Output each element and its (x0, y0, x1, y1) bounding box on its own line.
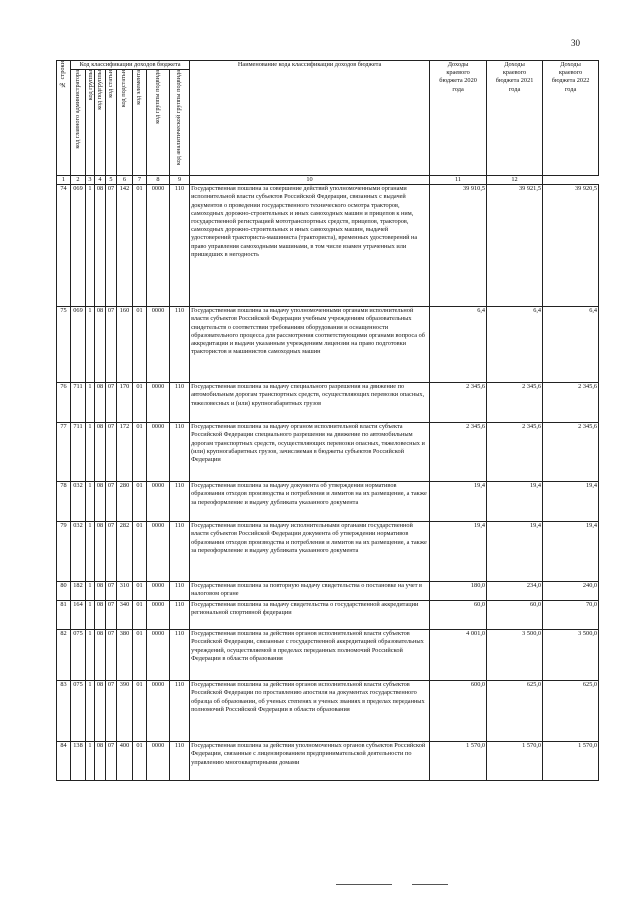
element-code: 01 (133, 742, 147, 781)
table-row (57, 423, 599, 482)
group-code: 1 (86, 742, 95, 781)
table-body (57, 176, 599, 781)
revenue-2022: 3 500,0 (543, 630, 599, 681)
header-code-article: код статьи (106, 70, 117, 176)
revenue-table (56, 60, 599, 781)
revenue-2022: 6,4 (543, 307, 599, 383)
col-number: 10 (190, 176, 430, 185)
revenue-2020: 60,0 (430, 601, 487, 630)
article-code: 07 (106, 482, 117, 522)
revenue-name: Государственная пошлина за действия органов исполнительной власти субъектов Российской Федерации, связанные с государственной аккредитацией образовательных учреждений, осуществляемой в пределах переданных полномочий Российской Федерации в области образования (190, 630, 430, 681)
revenue-2022: 2 345,6 (543, 423, 599, 482)
header-row-number: № строки (57, 61, 71, 176)
col-number: 8 (147, 176, 170, 185)
group-code: 1 (86, 601, 95, 630)
col-number: 2 (71, 176, 86, 185)
podvid-group-code: 0000 (147, 307, 170, 383)
admin-code: 711 (71, 383, 86, 423)
col-number: 3 (86, 176, 95, 185)
revenue-2021: 2 345,6 (487, 423, 543, 482)
revenue-2021: 39 921,5 (487, 185, 543, 307)
col-number: 6 (117, 176, 133, 185)
header-code-podvid-group: код группы подвида (147, 70, 170, 176)
article-code: 07 (106, 630, 117, 681)
row-number: 81 (57, 601, 71, 630)
admin-code: 164 (71, 601, 86, 630)
group-code: 1 (86, 522, 95, 582)
table-row (57, 522, 599, 582)
subgroup-code: 08 (95, 383, 106, 423)
element-code: 01 (133, 601, 147, 630)
podvid-group-code: 0000 (147, 482, 170, 522)
header-code-analytic-group: код аналитической группы подвида (170, 70, 190, 176)
subgroup-code: 08 (95, 522, 106, 582)
element-code: 01 (133, 383, 147, 423)
analytic-group-code: 110 (170, 423, 190, 482)
revenue-name: Государственная пошлина за выдачу уполномоченными органами исполнительной власти субъектов Российской Федерации учебным учреждениям образовательных свидетельств о соответствии требованиям оборудования и оснащенности образовательного процесса для рассмотрения соответствующими органами вопроса об аккредитации и выдачи указанным учреждениям лицензии на право подготовки трактористов и машинистов самоходных машин (190, 307, 430, 383)
revenue-2021: 2 345,6 (487, 383, 543, 423)
footer-line (412, 884, 448, 885)
article-code: 07 (106, 681, 117, 742)
subarticle-code: 400 (117, 742, 133, 781)
podvid-group-code: 0000 (147, 383, 170, 423)
group-code: 1 (86, 423, 95, 482)
revenue-2021: 625,0 (487, 681, 543, 742)
header-classification: Код классификации доходов бюджета (71, 61, 190, 70)
podvid-group-code: 0000 (147, 630, 170, 681)
revenue-name: Государственная пошлина за выдачу документа об утверждении нормативов образования отходов производства и потребления и лимитов на их размещение, а также за переоформление и выдачу дубликата указанного документа (190, 482, 430, 522)
revenue-name: Государственная пошлина за совершение действий уполномоченными органами исполнительной власти субъектов Российской Федерации, связанных с выдачей документов о проведении государственного технического осмотра тракторов, самоходных дорожно-строительных и иных самоходных машин и прицепов к ним, государственной регистрацией мототранспортных средств, прицепов, тракторов, самоходных дорожно-строительных и иных самоходных машин, выдачей удостоверений тракториста-машиниста (тракториста), временных удостоверений на право управления самоходными машинами, в том числе взамен утраченных или пришедших в негодность (190, 185, 430, 307)
subarticle-code: 340 (117, 601, 133, 630)
row-number: 82 (57, 630, 71, 681)
subarticle-code: 142 (117, 185, 133, 307)
subarticle-code: 380 (117, 630, 133, 681)
analytic-group-code: 110 (170, 307, 190, 383)
subgroup-code: 08 (95, 423, 106, 482)
header-code-element: код элемента (133, 70, 147, 176)
podvid-group-code: 0000 (147, 681, 170, 742)
header-2020: Доходы краевого бюджета 2020 года (430, 61, 487, 176)
table-row (57, 185, 599, 307)
revenue-2021: 60,0 (487, 601, 543, 630)
revenue-name: Государственная пошлина за выдачу исполнительными органами государственной власти субъектов Российской Федерации документа об утверждении нормативов образования отходов производства и потребления и лимитов на их размещение, а также за переоформление и выдачу дубликата указанного документа (190, 522, 430, 582)
revenue-2020: 2 345,6 (430, 383, 487, 423)
revenue-2020: 4 001,0 (430, 630, 487, 681)
article-code: 07 (106, 582, 117, 601)
subgroup-code: 08 (95, 681, 106, 742)
header-2022: Доходы краевого бюджета 2022 года (543, 61, 599, 176)
row-number: 78 (57, 482, 71, 522)
podvid-group-code: 0000 (147, 423, 170, 482)
article-code: 07 (106, 522, 117, 582)
element-code: 01 (133, 307, 147, 383)
group-code: 1 (86, 630, 95, 681)
group-code: 1 (86, 383, 95, 423)
table-row (57, 742, 599, 781)
revenue-2022: 1 570,0 (543, 742, 599, 781)
table-row (57, 601, 599, 630)
analytic-group-code: 110 (170, 482, 190, 522)
revenue-2022: 240,0 (543, 582, 599, 601)
col-number: 7 (133, 176, 147, 185)
admin-code: 182 (71, 582, 86, 601)
header-2021: Доходы краевого бюджета 2021 года (487, 61, 543, 176)
row-number: 76 (57, 383, 71, 423)
col-number: 12 (487, 176, 543, 185)
subarticle-code: 170 (117, 383, 133, 423)
revenue-2022: 70,0 (543, 601, 599, 630)
analytic-group-code: 110 (170, 630, 190, 681)
revenue-name: Государственная пошлина за выдачу органом исполнительной власти субъекта Российской Федерации специального разрешения на движение по автомобильным дорогам транспортных средств, осуществляющих перевозки опасных, тяжеловесных и (или) крупногабаритных грузов, зачисляемая в бюджеты субъектов Российской Федерации (190, 423, 430, 482)
revenue-2022: 19,4 (543, 482, 599, 522)
revenue-name: Государственная пошлина за выдачу специального разрешения на движение по автомобильным дорогам транспортных средств, осуществляющих перевозки опасных, тяжеловесных и (или) крупногабаритных грузов (190, 383, 430, 423)
revenue-2022: 2 345,6 (543, 383, 599, 423)
col-number: 9 (170, 176, 190, 185)
table-row (57, 383, 599, 423)
subarticle-code: 160 (117, 307, 133, 383)
revenue-2022: 625,0 (543, 681, 599, 742)
col-number: 11 (430, 176, 487, 185)
element-code: 01 (133, 630, 147, 681)
revenue-2021: 6,4 (487, 307, 543, 383)
row-number: 84 (57, 742, 71, 781)
revenue-2020: 19,4 (430, 522, 487, 582)
article-code: 07 (106, 601, 117, 630)
row-number: 83 (57, 681, 71, 742)
revenue-2021: 234,0 (487, 582, 543, 601)
header-code-admin: код главного администратора (71, 70, 86, 176)
header-name: Наименование кода классификации доходов бюджета (190, 61, 430, 176)
subgroup-code: 08 (95, 185, 106, 307)
header-code-subarticle: код подстатьи (117, 70, 133, 176)
col-number: 4 (95, 176, 106, 185)
element-code: 01 (133, 423, 147, 482)
col-number: 5 (106, 176, 117, 185)
revenue-2020: 180,0 (430, 582, 487, 601)
podvid-group-code: 0000 (147, 742, 170, 781)
revenue-2021: 19,4 (487, 522, 543, 582)
admin-code: 711 (71, 423, 86, 482)
subarticle-code: 282 (117, 522, 133, 582)
col-number: 1 (57, 176, 71, 185)
admin-code: 032 (71, 482, 86, 522)
revenue-2022: 39 920,5 (543, 185, 599, 307)
podvid-group-code: 0000 (147, 582, 170, 601)
analytic-group-code: 110 (170, 601, 190, 630)
element-code: 01 (133, 681, 147, 742)
article-code: 07 (106, 383, 117, 423)
analytic-group-code: 110 (170, 522, 190, 582)
podvid-group-code: 0000 (147, 601, 170, 630)
subgroup-code: 08 (95, 582, 106, 601)
article-code: 07 (106, 185, 117, 307)
group-code: 1 (86, 185, 95, 307)
revenue-2020: 39 910,5 (430, 185, 487, 307)
admin-code: 069 (71, 185, 86, 307)
group-code: 1 (86, 681, 95, 742)
analytic-group-code: 110 (170, 681, 190, 742)
admin-code: 069 (71, 307, 86, 383)
subarticle-code: 172 (117, 423, 133, 482)
subarticle-code: 280 (117, 482, 133, 522)
revenue-2022: 19,4 (543, 522, 599, 582)
revenue-2020: 600,0 (430, 681, 487, 742)
revenue-2020: 6,4 (430, 307, 487, 383)
table-header (57, 61, 599, 176)
subgroup-code: 08 (95, 482, 106, 522)
admin-code: 138 (71, 742, 86, 781)
subgroup-code: 08 (95, 630, 106, 681)
element-code: 01 (133, 522, 147, 582)
table-row (57, 681, 599, 742)
page-number: 30 (571, 38, 580, 48)
revenue-2020: 1 570,0 (430, 742, 487, 781)
analytic-group-code: 110 (170, 742, 190, 781)
revenue-2021: 1 570,0 (487, 742, 543, 781)
article-code: 07 (106, 423, 117, 482)
article-code: 07 (106, 307, 117, 383)
analytic-group-code: 110 (170, 185, 190, 307)
element-code: 01 (133, 582, 147, 601)
revenue-name: Государственная пошлина за повторную выдачу свидетельства о постановке на учет в налоговом органе (190, 582, 430, 601)
element-code: 01 (133, 185, 147, 307)
subgroup-code: 08 (95, 601, 106, 630)
group-code: 1 (86, 307, 95, 383)
header-code-subgroup: код подгруппы (95, 70, 106, 176)
header-code-group: код группы (86, 70, 95, 176)
table-row (57, 630, 599, 681)
revenue-name: Государственная пошлина за действия органов исполнительной власти субъектов Российской Федерации по проставлению апостиля на документах государственного образца об образовании, об ученых степенях и ученых званиях в пределах переданных полномочий Российской Федерации в области образования (190, 681, 430, 742)
row-number: 80 (57, 582, 71, 601)
revenue-name: Государственная пошлина за выдачу свидетельства о государственной аккредитации региональной спортивной федерации (190, 601, 430, 630)
group-code: 1 (86, 582, 95, 601)
admin-code: 075 (71, 630, 86, 681)
admin-code: 032 (71, 522, 86, 582)
table-row (57, 582, 599, 601)
revenue-2020: 2 345,6 (430, 423, 487, 482)
row-number: 77 (57, 423, 71, 482)
analytic-group-code: 110 (170, 383, 190, 423)
row-number: 79 (57, 522, 71, 582)
row-number: 75 (57, 307, 71, 383)
column-number-row (57, 176, 599, 185)
revenue-2020: 19,4 (430, 482, 487, 522)
analytic-group-code: 110 (170, 582, 190, 601)
row-number: 74 (57, 185, 71, 307)
article-code: 07 (106, 742, 117, 781)
subarticle-code: 390 (117, 681, 133, 742)
subarticle-code: 310 (117, 582, 133, 601)
element-code: 01 (133, 482, 147, 522)
subgroup-code: 08 (95, 742, 106, 781)
admin-code: 075 (71, 681, 86, 742)
footer-line (336, 884, 392, 885)
revenue-name: Государственная пошлина за действия уполномоченных органов субъектов Российской Федерации, связанные с лицензированием предпринимательской деятельности по управлению многоквартирными домами (190, 742, 430, 781)
table-row (57, 482, 599, 522)
revenue-2021: 3 500,0 (487, 630, 543, 681)
revenue-2021: 19,4 (487, 482, 543, 522)
podvid-group-code: 0000 (147, 522, 170, 582)
group-code: 1 (86, 482, 95, 522)
table-row (57, 307, 599, 383)
podvid-group-code: 0000 (147, 185, 170, 307)
subgroup-code: 08 (95, 307, 106, 383)
